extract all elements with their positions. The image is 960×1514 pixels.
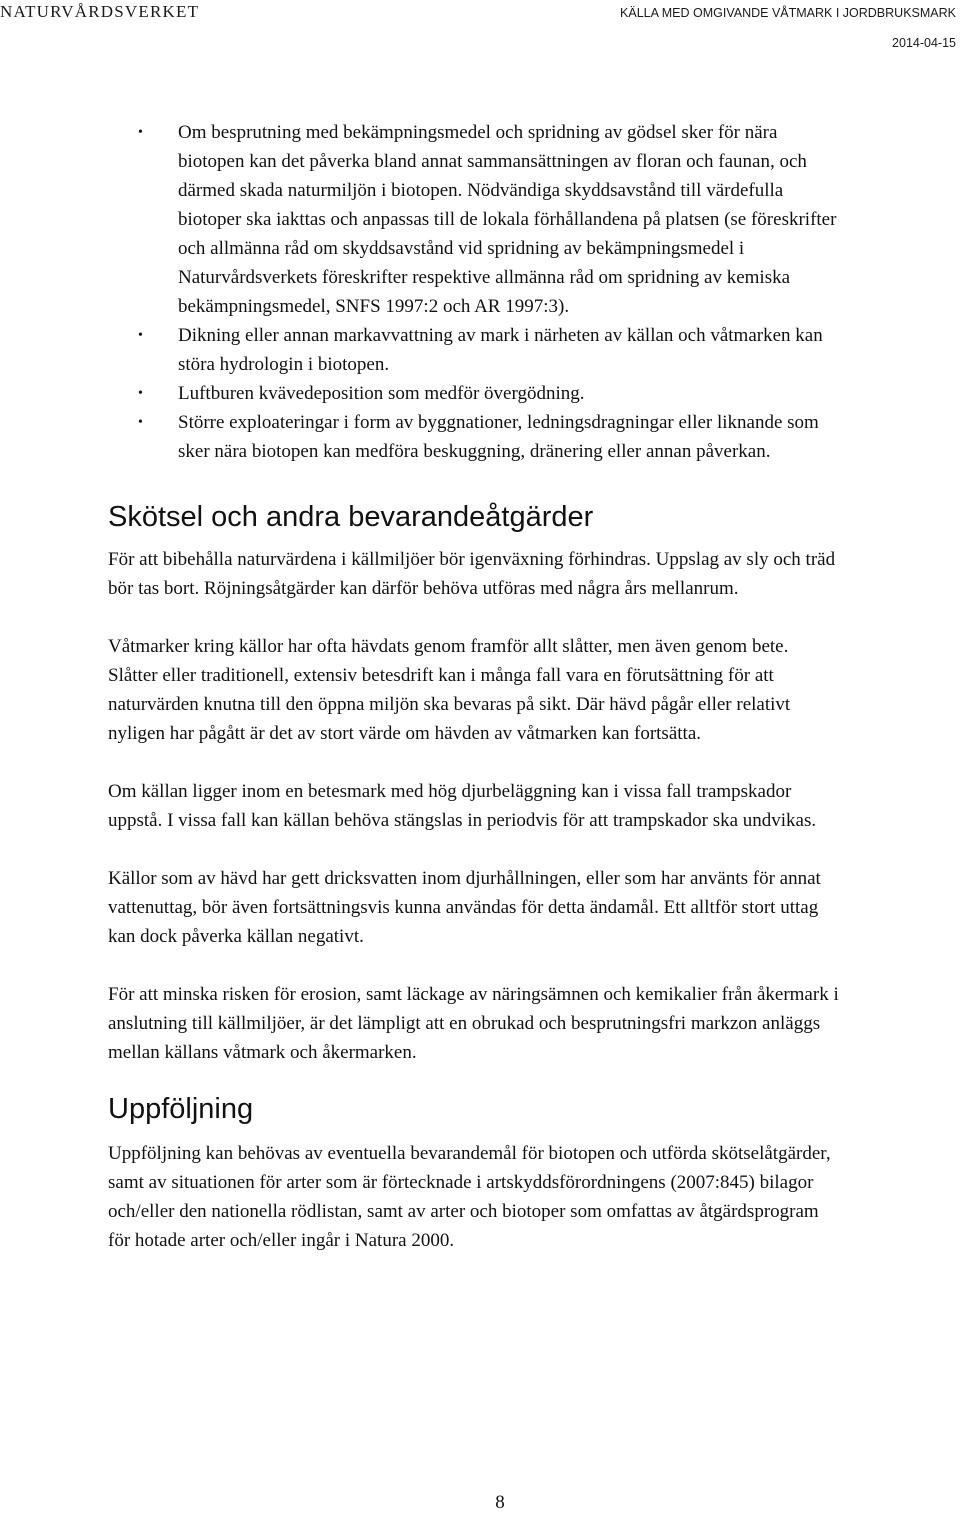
- paragraph: Uppföljning kan behövas av eventuella bevarandemål för biotopen och utförda skötselåtgärder, samt av situationen för arter som är förtecknade i artskyddsförordningens (2007:845) bilagor och/eller den nationella rödlistan, samt av arter och biotoper som omfattas av åtgärdsprogram för hotade arter och/eller ingår i Natura 2000.: [108, 1143, 831, 1251]
- header-organization: NATURVÅRDSVERKET: [0, 2, 200, 21]
- document-body: [108, 118, 840, 1255]
- list-item: [108, 408, 840, 466]
- list-item-text: Dikning eller annan markavvattning av mark i närheten av källan och våtmarken kan störa hydrologin i biotopen.: [178, 325, 823, 375]
- bullet-icon: •: [138, 328, 143, 343]
- section-heading-uppfoljning: Uppföljning: [108, 1093, 254, 1125]
- list-item: [108, 379, 840, 408]
- list-item: [108, 321, 840, 379]
- header-date: 2014-04-15: [892, 36, 956, 50]
- bullet-icon: •: [138, 415, 143, 430]
- paragraph: För att minska risken för erosion, samt läckage av näringsämnen och kemikalier från åkermark i anslutning till källmiljöer, är det lämpligt att en obrukad och besprutningsfri markzon anläggs mellan källans våtmark och åkermarken.: [108, 984, 839, 1063]
- paragraph: Källor som av hävd har gett dricksvatten inom djurhållningen, eller som har använts för annat vattenuttag, bör även fortsättningsvis kunna användas för detta ändamål. Ett alltför stort uttag kan dock påverka källan negativt.: [108, 868, 821, 947]
- list-item-text: Luftburen kvävedeposition som medför övergödning.: [178, 383, 585, 404]
- list-item-text: Större exploateringar i form av byggnationer, ledningsdragningar eller liknande som sker nära biotopen kan medföra beskuggning, dränering eller annan påverkan.: [178, 412, 819, 462]
- threat-bullet-list: [108, 118, 840, 466]
- section-heading-skotsel: Skötsel och andra bevarandeåtgärder: [108, 501, 594, 533]
- bullet-icon: •: [138, 386, 143, 401]
- page-number: 8: [495, 1492, 505, 1513]
- paragraph: Om källan ligger inom en betesmark med hög djurbeläggning kan i vissa fall trampskador uppstå. I vissa fall kan källan behöva stängslas in periodvis för att trampskador ska undvikas.: [108, 781, 817, 831]
- list-item: [108, 118, 840, 321]
- list-item-text: Om besprutning med bekämpningsmedel och spridning av gödsel sker för nära biotopen kan det påverka bland annat sammansättningen av floran och faunan, och därmed skada naturmiljön i biotopen. Nödvändiga skyddsavstånd till värdefulla biotoper ska iakttas och anpassas till de lokala förhållandena på platsen (se föreskrifter och allmänna råd om skyddsavstånd vid spridning av bekämpningsmedel i Naturvårdsverkets föreskrifter respektive allmänna råd om spridning av kemiska bekämpningsmedel, SNFS 1997:2 och AR 1997:3).: [178, 122, 837, 317]
- header-document-title: KÄLLA MED OMGIVANDE VÅTMARK I JORDBRUKSMARK: [620, 6, 956, 20]
- paragraph: För att bibehålla naturvärdena i källmiljöer bör igenväxning förhindras. Uppslag av sly och träd bör tas bort. Röjningsåtgärder kan därför behöva utföras med några års mellanrum.: [108, 549, 836, 599]
- paragraph: Våtmarker kring källor har ofta hävdats genom framför allt slåtter, men även genom bete. Slåtter eller traditionell, extensiv betesdrift kan i många fall vara en förutsättning för att naturvärden knutna till den öppna miljön ska bevaras på sikt. Där hävd pågår eller relativt nyligen har pågått är det av stort värde om hävden av våtmarken kan fortsätta.: [108, 636, 791, 744]
- bullet-icon: •: [138, 125, 143, 140]
